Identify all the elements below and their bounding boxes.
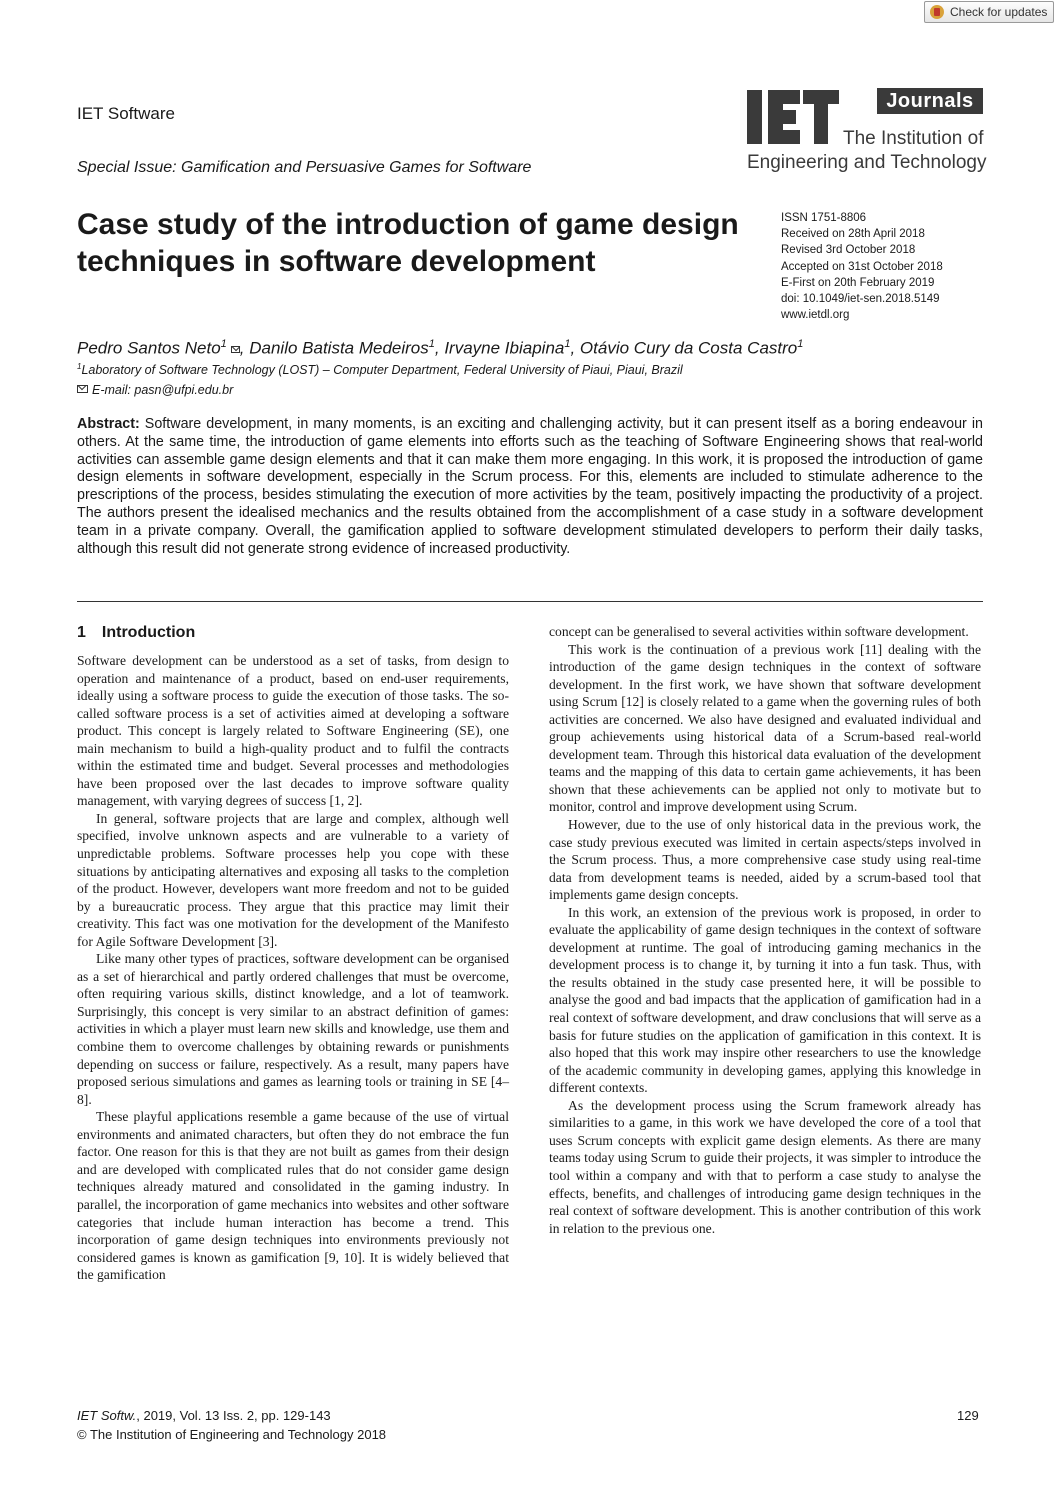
paragraph: Software development can be understood as a set of tasks, from design to operation and maintenance of a product, based on end-user requirements, ideally using a software process to guide the execution of those tasks. The so-called software process is a set of activities aimed at developing a software product. This concept is largely related to Software Engineering (SE), one main mechanism to build a high-quality product and to fulfil the contracts within the estimated time and budget. Several processes and methodologies have been proposed over the last decades to improve software quality management, with varying degrees of success [1, 2].: [77, 653, 509, 809]
abstract-text: Software development, in many moments, is an exciting and challenging activity, but it can present itself as a boring endeavour in others. At the same time, the introduction of game elements into efforts such as the teaching of Software Engineering shows that real-world activities can assemble game design elements and that it can make them more engaging. In this work, it is proposed the introduction of game design elements in software development, especially in the Scrum process. For this, elements are included to stimulate adherence to the prescriptions of the process, besides stimulating the execution of more activities by the team, positively impacting the productivity of a project. The authors present the idealised mechanics and the results obtained from the accomplishment of a case study in a software development team in a private company. Overall, the gamification applied to software development stimulated developers to perform their daily tasks, although this result did not generate strong evidence of increased productivity.: [77, 416, 983, 557]
doi[interactable]: doi: 10.1049/iet-sen.2018.5149: [781, 293, 940, 306]
footer-copyright: © The Institution of Engineering and Technology 2018: [77, 1427, 387, 1442]
author-affiliation-mark: 1: [428, 338, 435, 350]
issn: ISSN 1751-8806: [781, 212, 867, 224]
section-title: Introduction: [101, 624, 196, 641]
iet-logo-mark-icon: [747, 90, 839, 144]
author-name: , Danilo Batista Medeiros: [239, 338, 429, 358]
logo-institution-line2: Engineering and Technology: [747, 152, 987, 173]
left-column: [77, 652, 509, 1284]
affiliation-text: Laboratory of Software Technology (LOST) – Computer Department, Federal University of Piaui, Piaui, Brazil: [81, 363, 683, 378]
envelope-icon: [77, 385, 88, 393]
paragraph: These playful applications resemble a game because of the use of virtual environments and animated characters, but often they do not embrace the fun factor. One reason for this is that they are not built as games from their design and are developed with complicated rules that do not consider game design techniques already matured and consolidated in the gaming industry. In parallel, the incorporation of game mechanics into websites and other software categories that include human interaction has become a trend. This incorporation of game design techniques into environments previously not considered games is known as gamification [9, 10]. It is widely believed that the gamification: [77, 1109, 509, 1283]
logo-institution-line1: The Institution of: [843, 128, 984, 149]
check-for-updates-button[interactable]: [924, 1, 1054, 23]
paragraph: concept can be generalised to several activities within software development.: [549, 624, 969, 639]
accepted-date: Accepted on 31st October 2018: [781, 260, 943, 273]
check-for-updates-label: Check for updates: [950, 5, 1048, 19]
email-text[interactable]: E-mail: pasn@ufpi.edu.br: [92, 383, 234, 397]
footer-journal-abbrev: IET Softw.: [77, 1408, 137, 1423]
revised-date: Revised 3rd October 2018: [781, 244, 916, 257]
author-affiliation-mark: 1: [220, 338, 227, 350]
affiliation: [77, 362, 683, 377]
paragraph: As the development process using the Scrum framework already has similarities to a game, in this work we have developed the core of a tool that uses Scrum concepts with explicit game design elements. As there are many teams today using Scrum to guide their projects, it was simpler to introduce the tool within a company and with that to perform a case study to analyse the effects, benefits, and challenges of introducing game design techniques in the real context of software development. This is another contribution of this work in relation to the previous one.: [549, 1097, 981, 1236]
section-heading: [77, 624, 195, 642]
footer-volume-info: , 2019, Vol. 13 Iss. 2, pp. 129-143: [136, 1408, 331, 1423]
abstract: [77, 416, 983, 558]
paragraph: In this work, an extension of the previous work is proposed, in order to evaluate the applicability of game design techniques in the context of software development at runtime. The goal of introducing gaming mechanics in the development process is to change it, by turning it into a fun task. Thus, with the results obtained in the study case presented here, it will be possible to analyse the good and bad impacts that the application of gamification had in a real context of software development, and draw conclusions that will serve as a basis for future studies on the application of gamification in this context. It is also hoped that this work may inspire other researchers to use the knowledge of the academic community in developing games, applying this knowledge in different contexts.: [549, 904, 981, 1096]
abstract-label: Abstract:: [77, 416, 140, 432]
envelope-icon: [231, 346, 240, 353]
journal-name: IET Software: [77, 104, 175, 123]
author-list: [77, 338, 803, 359]
footer-citation: [77, 1408, 331, 1423]
crossmark-icon: [930, 5, 944, 19]
logo-journals-label: Journals: [877, 88, 983, 114]
section-divider: [77, 601, 983, 602]
corresponding-email: [77, 383, 233, 397]
author-name: , Otávio Cury da Costa Castro: [570, 338, 798, 358]
paragraph: This work is the continuation of a previous work [11] dealing with the introduction of the game design techniques in the context of software development. In the first work, we have shown that software development using Scrum [12] is closely related to a game when the governing rules of both activities are concerned. We also have designed and evaluated individual and group achievements using historical data of a Scrum-based real-world development team. Through this historical data evaluation of the development teams and the mapping of this data to certain game achievements, it has been shown that these achievements can be applied not only to motivate but to monitor, control and improve development using Scrum.: [549, 641, 981, 815]
author-name: Pedro Santos Neto: [77, 338, 221, 358]
section-number: 1: [77, 624, 86, 641]
website-link[interactable]: www.ietdl.org: [781, 309, 850, 322]
special-issue-line: Special Issue: Gamification and Persuasive Games for Software: [77, 159, 532, 176]
iet-journals-logo: [747, 88, 987, 178]
affiliation-mark: 1: [77, 362, 82, 371]
paper-title: Case study of the introduction of game design techniques in software development: [77, 208, 739, 278]
paragraph: Like many other types of practices, software development can be organised as a set of hierarchical and partly ordered challenges that must be overcome, often requiring various skills, distinct knowledge, and a lot of teamwork. Surprisingly, this concept is very similar to an abstract definition of games: activities in which a player must learn new skills and knowledge, use them and combine them to overcome challenges by obtaining rewards or punishments depending on success or failure, respectively. As a result, many papers have proposed serious simulations and games as learning tools or training in SE [4–8].: [77, 951, 509, 1107]
e-first-date: E-First on 20th February 2019: [781, 276, 935, 289]
publication-info: [781, 210, 943, 323]
paragraph: In general, software projects that are large and complex, although well specified, involve unknown aspects and are vulnerable to a variety of unpredictable problems. Software processes help you cope with these situations by anticipating alternatives and exposing all tasks to the completion of the product. However, developers want more freedom and not to be guided by a bureaucratic process. They argue that this practice may limit their creativity. This fact was one motivation for the development of the Manifesto for Agile Software Development [3].: [77, 810, 509, 949]
page-number: 129: [957, 1408, 979, 1423]
paragraph: However, due to the use of only historical data in the previous work, the case study previous executed was limited in certain aspects/steps involved in the Scrum process. Thus, a more comprehensive case study using real-time data from development teams is needed, aided by a scrum-based tool that implements game design concepts.: [549, 817, 981, 903]
author-name: , Irvayne Ibiapina: [434, 338, 565, 358]
author-affiliation-mark: 1: [797, 338, 804, 350]
author-affiliation-mark: 1: [564, 338, 571, 350]
right-column: [549, 623, 981, 1237]
received-date: Received on 28th April 2018: [781, 228, 925, 241]
